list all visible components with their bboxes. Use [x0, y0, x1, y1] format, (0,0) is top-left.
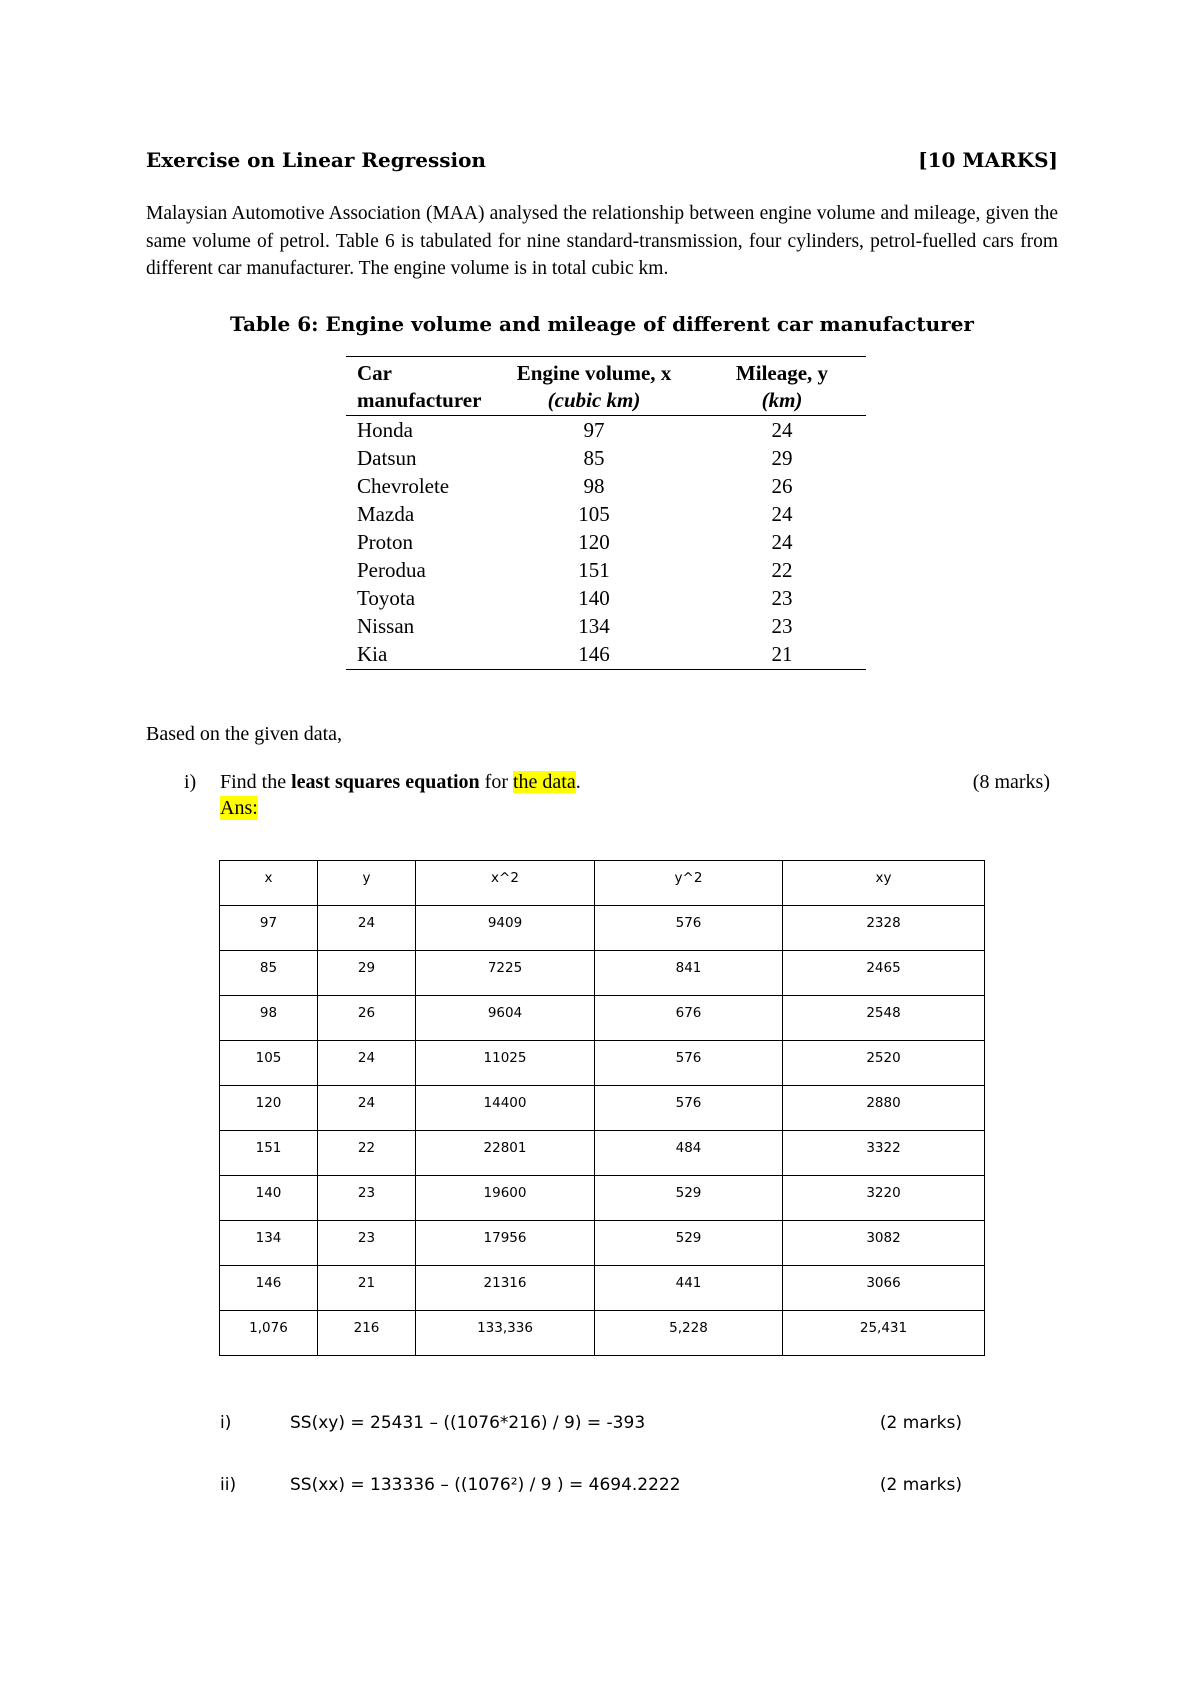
working-cell: 21 [318, 1266, 416, 1311]
working-header-cell: x^2 [416, 861, 595, 906]
working-cell: 529 [595, 1176, 783, 1221]
working-cell: 576 [595, 1086, 783, 1131]
working-cell: 24 [318, 906, 416, 951]
working-header-cell: x [220, 861, 318, 906]
header-line: (km) [761, 388, 803, 412]
mileage-cell: 22 [771, 558, 793, 582]
working-cell: 2328 [783, 906, 985, 951]
working-cell: 3066 [783, 1266, 985, 1311]
working-cell: 9604 [416, 996, 595, 1041]
working-table-row [220, 1041, 985, 1086]
working-cell: 140 [220, 1176, 318, 1221]
working-cell: 146 [220, 1266, 318, 1311]
working-cell: 19600 [416, 1176, 595, 1221]
maker-cell: Proton [357, 530, 414, 554]
table6-caption: Table 6: Engine volume and mileage of different car manufacturer [230, 312, 974, 336]
calc-label: ii) [220, 1475, 237, 1495]
working-cell: 5,228 [595, 1311, 783, 1356]
working-cell: 23 [318, 1221, 416, 1266]
exercise-title: Exercise on Linear Regression [146, 148, 486, 172]
table6-row [346, 416, 866, 444]
working-cell: 17956 [416, 1221, 595, 1266]
volume-cell: 140 [578, 586, 610, 610]
working-table-row [220, 1086, 985, 1131]
answer-label: Ans: [220, 797, 258, 819]
table6-header-volume [506, 360, 682, 414]
question-marks: (8 marks) [972, 771, 1050, 793]
maker-cell: Toyota [357, 586, 416, 610]
table6-header-mileage [712, 360, 852, 414]
table6-row [346, 640, 866, 668]
working-table [219, 860, 985, 1356]
maker-cell: Nissan [357, 614, 415, 638]
working-table-header-row [220, 861, 985, 906]
working-cell: 9409 [416, 906, 595, 951]
working-cell: 14400 [416, 1086, 595, 1131]
working-cell: 97 [220, 906, 318, 951]
working-cell: 441 [595, 1266, 783, 1311]
working-cell: 3322 [783, 1131, 985, 1176]
volume-cell: 146 [578, 642, 610, 666]
working-cell: 21316 [416, 1266, 595, 1311]
mileage-cell: 26 [771, 474, 793, 498]
working-cell: 676 [595, 996, 783, 1041]
working-cell: 133,336 [416, 1311, 595, 1356]
table6-row [346, 500, 866, 528]
working-cell: 576 [595, 906, 783, 951]
working-cell: 22 [318, 1131, 416, 1176]
table6-bottom-rule [346, 669, 866, 670]
maker-cell: Mazda [357, 502, 415, 526]
working-cell: 98 [220, 996, 318, 1041]
maker-cell: Perodua [357, 558, 426, 582]
working-cell: 120 [220, 1086, 318, 1131]
question-text-part: Find the [220, 771, 292, 793]
volume-cell: 98 [583, 474, 605, 498]
working-table-row [220, 1131, 985, 1176]
volume-cell: 151 [578, 558, 610, 582]
question-text [220, 770, 581, 794]
table6-top-rule [346, 356, 866, 357]
header-line: Car [357, 361, 392, 385]
calc-equation: SS(xx) = 133336 – ((1076²) / 9 ) = 4694.2222 [290, 1475, 681, 1495]
working-cell: 24 [318, 1086, 416, 1131]
working-cell: 2465 [783, 951, 985, 996]
working-cell: 484 [595, 1131, 783, 1176]
working-header-cell: xy [783, 861, 985, 906]
working-table-row [220, 1176, 985, 1221]
working-cell: 841 [595, 951, 783, 996]
mileage-cell: 24 [771, 502, 793, 526]
question-text-highlight: the data [513, 771, 576, 793]
mileage-cell: 24 [771, 418, 793, 442]
header-line: (cubic km) [547, 388, 641, 412]
volume-cell: 85 [583, 446, 605, 470]
table6-row [346, 584, 866, 612]
working-cell: 23 [318, 1176, 416, 1221]
working-table-row [220, 1266, 985, 1311]
working-cell: 24 [318, 1041, 416, 1086]
calc-equation: SS(xy) = 25431 – ((1076*216) / 9) = -393 [290, 1413, 646, 1433]
working-table-row [220, 996, 985, 1041]
working-table-total-row [220, 1311, 985, 1356]
table6-row [346, 612, 866, 640]
working-table-row [220, 1221, 985, 1266]
working-cell: 3220 [783, 1176, 985, 1221]
volume-cell: 105 [578, 502, 610, 526]
working-cell: 7225 [416, 951, 595, 996]
calc-marks: (2 marks) [879, 1413, 962, 1433]
working-cell: 529 [595, 1221, 783, 1266]
volume-cell: 120 [578, 530, 610, 554]
total-marks: [10 MARKS] [918, 148, 1058, 172]
header-line: Mileage, y [735, 361, 829, 385]
working-table-row [220, 951, 985, 996]
working-cell: 2880 [783, 1086, 985, 1131]
mileage-cell: 23 [771, 586, 793, 610]
header-line: manufacturer [357, 388, 482, 412]
question-text-part: for [479, 771, 513, 793]
table6-row [346, 528, 866, 556]
working-cell: 151 [220, 1131, 318, 1176]
table6-row [346, 556, 866, 584]
maker-cell: Datsun [357, 446, 417, 470]
working-table-row [220, 906, 985, 951]
working-cell: 105 [220, 1041, 318, 1086]
working-cell: 2520 [783, 1041, 985, 1086]
working-cell: 134 [220, 1221, 318, 1266]
working-header-cell: y^2 [595, 861, 783, 906]
working-cell: 2548 [783, 996, 985, 1041]
working-cell: 29 [318, 951, 416, 996]
volume-cell: 134 [578, 614, 610, 638]
working-header-cell: y [318, 861, 416, 906]
working-cell: 25,431 [783, 1311, 985, 1356]
maker-cell: Honda [357, 418, 413, 442]
mileage-cell: 23 [771, 614, 793, 638]
based-on-text: Based on the given data, [146, 723, 343, 745]
working-cell: 216 [318, 1311, 416, 1356]
working-cell: 26 [318, 996, 416, 1041]
maker-cell: Chevrolete [357, 474, 450, 498]
table6-row [346, 472, 866, 500]
table6-row [346, 444, 866, 472]
header-line: Engine volume, x [516, 361, 672, 385]
intro-paragraph: Malaysian Automotive Association (MAA) analysed the relationship between engine volume and mileage, given the same volume of petrol. Table 6 is tabulated for nine standard-transmission, four cylinders, petrol-fuelled cars from different car manufacturer. The engine volume is in total cubic km. [146, 203, 1058, 279]
mileage-cell: 24 [771, 530, 793, 554]
working-cell: 85 [220, 951, 318, 996]
working-cell: 11025 [416, 1041, 595, 1086]
question-number: i) [184, 771, 197, 793]
working-cell: 1,076 [220, 1311, 318, 1356]
calc-marks: (2 marks) [879, 1475, 962, 1495]
maker-cell: Kia [357, 642, 388, 666]
mileage-cell: 21 [771, 642, 793, 666]
working-cell: 22801 [416, 1131, 595, 1176]
volume-cell: 97 [583, 418, 605, 442]
working-cell: 576 [595, 1041, 783, 1086]
question-text-part: . [575, 771, 581, 793]
calc-label: i) [220, 1413, 232, 1433]
table6-header-maker [357, 360, 481, 414]
working-cell: 3082 [783, 1221, 985, 1266]
mileage-cell: 29 [771, 446, 793, 470]
question-text-bold: least squares equation [291, 771, 480, 793]
